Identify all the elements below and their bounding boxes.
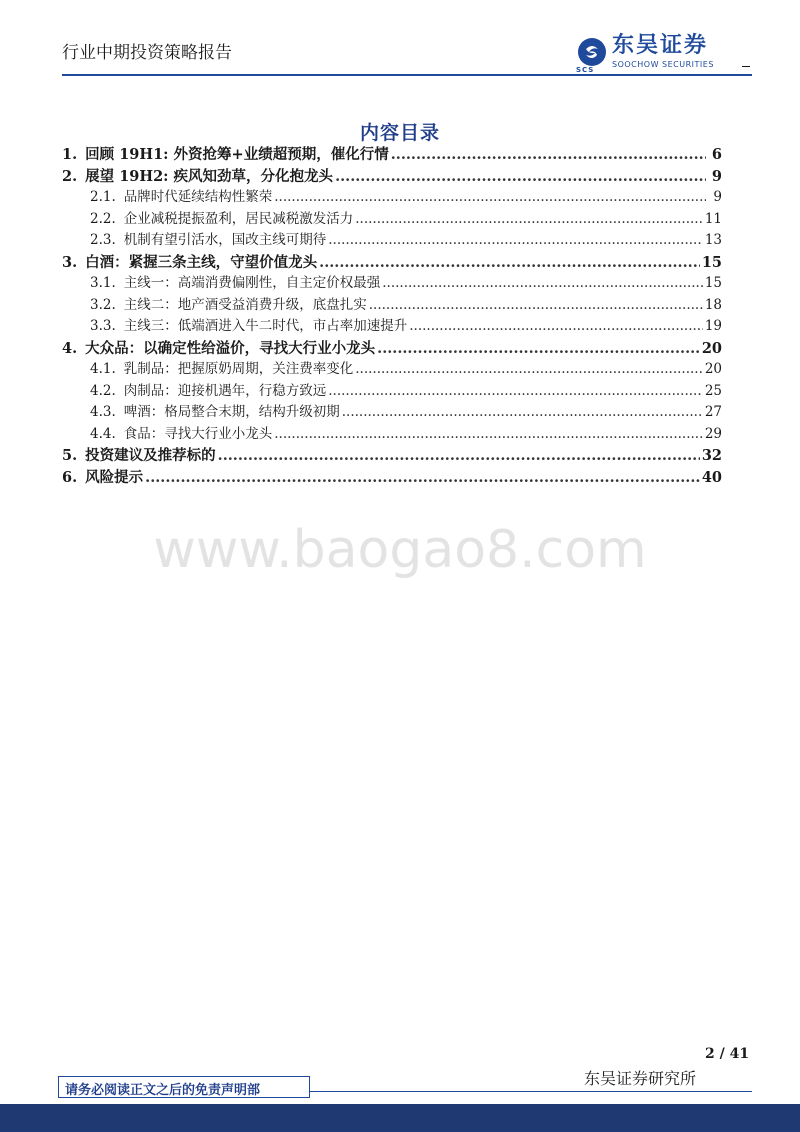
brand-logo <box>576 33 714 74</box>
page-number: 2 / 41 <box>705 1046 750 1062</box>
watermark-text: www.baogao8.com <box>153 520 647 580</box>
toc-leader-dots <box>409 316 703 338</box>
toc-entry-number: 4.1. <box>90 361 116 377</box>
toc-entry-number: 3.2. <box>90 296 116 313</box>
toc-entry-title: 风险提示 <box>85 468 144 486</box>
toc-entry-number: 3.3. <box>90 318 116 334</box>
toc-entry-page: 15 <box>704 275 722 291</box>
toc-entry-page: 11 <box>704 210 722 227</box>
toc-entry-number: 6. <box>62 468 78 486</box>
toc-entry[interactable] <box>62 166 722 188</box>
toc-entry-title: 乳制品：把握原奶周期，关注费率变化 <box>123 361 354 377</box>
toc-entry-page: 27 <box>704 404 722 420</box>
toc-entry-page: 20 <box>704 361 722 377</box>
footer-band <box>0 1104 800 1132</box>
toc-title: 内容目录 <box>359 122 440 144</box>
footer-organization: 东吴证券研究所 <box>584 1069 697 1088</box>
toc-entry-title: 企业减税提振盈利，居民减税激发活力 <box>123 210 354 227</box>
toc-leader-dots <box>391 144 706 166</box>
toc-leader-dots <box>319 252 700 274</box>
toc-entry-title: 主线二：地产酒受益消费升级，底盘扎实 <box>123 296 367 313</box>
toc-entry-page: 40 <box>701 468 722 486</box>
toc-entry-number: 4.3. <box>90 404 116 420</box>
toc-entry-title: 主线一：高端消费偏刚性，自主定价权最强 <box>123 275 381 291</box>
toc-leader-dots <box>335 166 706 188</box>
toc-entry-number: 3. <box>62 253 78 271</box>
toc-entry[interactable] <box>62 187 722 209</box>
toc-entry[interactable] <box>62 338 722 360</box>
toc-entry-page: 9 <box>711 167 722 185</box>
toc-entry-title: 食品：寻找大行业小龙头 <box>123 425 273 442</box>
toc-entry-page: 20 <box>701 339 722 357</box>
toc-entry-number: 3.1. <box>90 275 116 291</box>
toc-entry-number: 2.1. <box>90 189 116 205</box>
toc-leader-dots <box>377 338 700 360</box>
toc-entry-page: 29 <box>704 425 722 442</box>
header-divider <box>62 74 752 76</box>
toc-entry[interactable] <box>62 402 722 424</box>
toc-entry-page: 32 <box>701 447 722 464</box>
toc-entry[interactable] <box>62 467 722 489</box>
toc-entry-number: 2.2. <box>90 210 116 227</box>
header-tick-mark <box>742 66 750 67</box>
toc-entry[interactable] <box>62 424 722 446</box>
toc-entry[interactable] <box>62 295 722 317</box>
logo-mark-text: SCS <box>576 65 595 74</box>
toc-leader-dots <box>145 467 700 489</box>
disclaimer-notice: 请务必阅读正文之后的免责声明部 <box>58 1076 310 1098</box>
toc-entry[interactable] <box>62 359 722 381</box>
toc-entry-page: 19 <box>704 318 722 334</box>
toc-leader-dots <box>328 381 703 403</box>
toc-entry[interactable] <box>62 316 722 338</box>
toc-entry-page: 13 <box>704 232 722 248</box>
toc-entry-number: 2.3. <box>90 232 116 248</box>
toc-leader-dots <box>355 209 703 231</box>
toc-leader-dots <box>382 273 703 295</box>
toc-leader-dots <box>274 424 703 446</box>
toc-entry-number: 5. <box>62 447 78 464</box>
toc-entry-title: 品牌时代延续结构性繁荣 <box>123 189 273 205</box>
toc-entry-number: 4. <box>62 339 78 357</box>
toc-entry-number: 2. <box>62 167 78 185</box>
toc-entry[interactable] <box>62 381 722 403</box>
toc-entry-title: 回顾 19H1: 外资抢筹+业绩超预期，催化行情 <box>85 146 389 163</box>
toc-leader-dots <box>328 230 703 252</box>
toc-entry-title: 机制有望引活水，国改主线可期待 <box>123 232 327 248</box>
table-of-contents <box>62 144 722 488</box>
logo-mark-icon <box>576 38 606 74</box>
toc-entry-page: 9 <box>713 189 722 205</box>
toc-entry[interactable] <box>62 209 722 231</box>
toc-leader-dots <box>355 359 703 381</box>
toc-entry-number: 4.4. <box>90 425 116 442</box>
logo-chinese-name: 东吴证券 <box>612 33 709 58</box>
toc-leader-dots <box>274 187 706 209</box>
toc-entry[interactable] <box>62 273 722 295</box>
report-type-label: 行业中期投资策略报告 <box>62 43 232 63</box>
toc-entry-page: 18 <box>704 296 722 313</box>
toc-leader-dots <box>369 295 703 317</box>
toc-entry-page: 6 <box>711 146 722 163</box>
toc-entry-title: 投资建议及推荐标的 <box>85 447 216 464</box>
toc-entry-title: 大众品：以确定性给溢价，寻找大行业小龙头 <box>85 339 376 357</box>
toc-entry[interactable] <box>62 252 722 274</box>
toc-entry-title: 肉制品：迎接机遇年，行稳方致远 <box>123 382 327 399</box>
toc-entry[interactable] <box>62 445 722 467</box>
toc-entry-number: 1. <box>62 146 78 163</box>
toc-entry-page: 15 <box>701 253 722 271</box>
toc-entry-number: 4.2. <box>90 382 116 399</box>
toc-entry[interactable] <box>62 144 722 166</box>
toc-entry-page: 25 <box>704 382 722 399</box>
toc-leader-dots <box>218 445 700 467</box>
toc-entry-title: 啤酒：格局整合末期，结构升级初期 <box>123 404 340 420</box>
toc-leader-dots <box>342 402 703 424</box>
toc-entry-title: 主线三：低端酒进入牛二时代，市占率加速提升 <box>123 318 408 334</box>
toc-entry-title: 白酒：紧握三条主线，守望价值龙头 <box>85 253 318 271</box>
logo-english-name: SOOCHOW SECURITIES <box>612 60 714 69</box>
toc-entry[interactable] <box>62 230 722 252</box>
toc-entry-title: 展望 19H2: 疾风知劲草，分化抱龙头 <box>85 167 334 185</box>
